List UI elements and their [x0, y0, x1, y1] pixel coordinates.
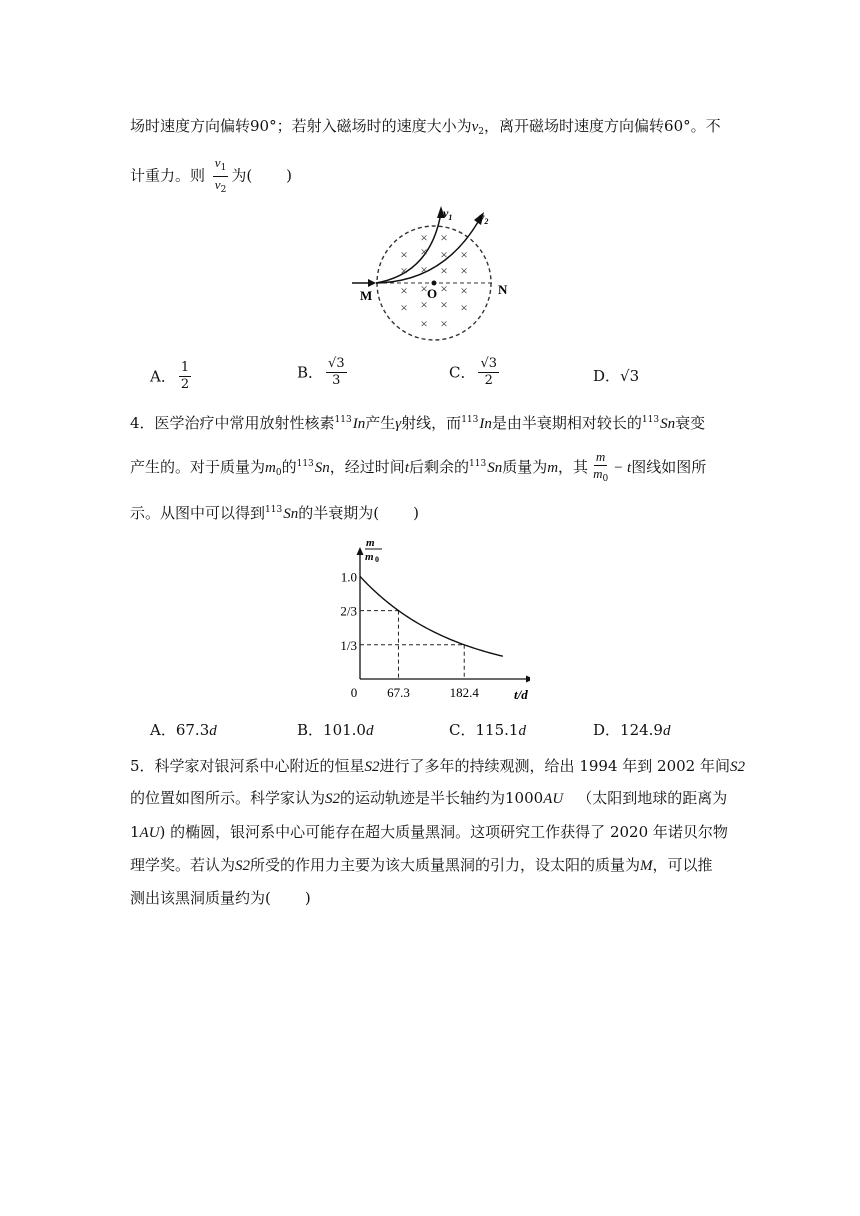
frac-numerator: v	[214, 155, 221, 170]
option-letter: A．	[150, 721, 176, 739]
q5-text: ) 的椭圆，银河系中心可能存在超大质量黑洞。这项研究工作获得了 2020 年诺贝尔物	[159, 823, 728, 841]
y-axis-arrow	[357, 547, 364, 555]
option-letter: D．	[593, 367, 621, 385]
label-v1: $v_1$	[443, 206, 453, 222]
q4-text: 的半衰期为(	[298, 504, 380, 522]
field-cross-mark: ×	[400, 300, 408, 315]
q5-text: （太阳到地球的距离为	[577, 789, 728, 807]
q5-text: 5．科学家对银河系中心附近的恒星	[130, 757, 365, 775]
option-value: 124.9	[620, 721, 663, 739]
q5-text: 所受的作用力主要为该大质量黑洞的引力，设太阳的质量为	[250, 856, 641, 874]
field-cross-mark: ×	[400, 247, 408, 262]
field-cross-mark: ×	[460, 300, 468, 315]
trajectory-v1	[376, 218, 440, 283]
star-s2: S2	[235, 858, 251, 874]
mass-number: 113	[265, 505, 283, 515]
star-s2: S2	[364, 759, 380, 775]
q4-text: 后剩余的	[408, 458, 469, 476]
field-cross-mark: ×	[400, 283, 408, 298]
incoming-arrow-head	[368, 279, 376, 287]
element-in: In	[479, 416, 492, 432]
symbol-m: m	[547, 460, 559, 476]
element-sn: Sn	[487, 460, 503, 476]
element-sn: Sn	[314, 460, 330, 476]
y-axis-label-num: m	[366, 537, 375, 549]
mass-number: 113	[296, 459, 314, 469]
q3-text: 。不	[690, 117, 721, 135]
frac-den: 3	[332, 373, 341, 388]
frac-num: √3	[328, 356, 345, 371]
field-cross-mark: ×	[420, 262, 428, 277]
q3-text: 计重力。则	[130, 166, 206, 185]
frac-denominator-sub: 2	[220, 185, 227, 195]
option-letter: A．	[150, 367, 176, 386]
m-over-m0-fraction	[591, 449, 610, 487]
q4-text: 图线如图所	[631, 458, 707, 476]
field-cross-mark: ×	[460, 247, 468, 262]
field-cross-mark: ×	[440, 230, 448, 245]
magnetic-field-figure	[350, 200, 530, 350]
q4-text: ，经过时间	[329, 458, 405, 476]
mass-number: 113	[461, 415, 479, 425]
q4-text: 质量为	[502, 458, 548, 476]
frac-den: 2	[484, 373, 493, 388]
q4-text: 是由半衰期相对较长的	[491, 414, 642, 432]
q5-line-3	[130, 822, 728, 843]
frac-numerator-sub: 1	[220, 163, 227, 173]
option-value: 67.3	[175, 721, 210, 739]
q3-line-2	[130, 155, 292, 198]
element-in: In	[352, 416, 366, 432]
decay-chart	[320, 536, 530, 706]
option-value: 101.0	[323, 721, 366, 739]
q3-ratio-fraction	[213, 155, 229, 198]
q4-option-b[interactable]	[297, 720, 373, 741]
q4-option-a[interactable]	[150, 720, 217, 741]
q4-text: )	[413, 504, 419, 522]
q5-text: 的运动轨迹是半长轴约为1000	[340, 789, 544, 807]
q5-line-1	[130, 756, 745, 777]
field-cross-mark: ×	[460, 263, 468, 278]
q4-text: 产生	[365, 414, 396, 432]
q4-line-2	[130, 446, 706, 491]
field-cross-mark: ×	[400, 263, 408, 278]
q5-text: 的位置如图所示。科学家认为	[130, 789, 326, 807]
symbol-m-sun: M	[640, 858, 653, 874]
frac-num: 1	[180, 360, 190, 375]
q4-text: ，其	[558, 458, 589, 476]
q4-option-d[interactable]	[593, 720, 670, 741]
q3-option-d[interactable]	[593, 366, 639, 386]
q5-text: ，可以推	[652, 856, 713, 874]
q5-line-2	[130, 788, 727, 809]
symbol-t: t	[404, 460, 409, 476]
frac-denominator: v	[214, 177, 221, 192]
option-b-fraction	[326, 356, 347, 389]
mass-number: 113	[469, 459, 487, 469]
field-cross-mark: ×	[440, 281, 448, 296]
label-o: O	[427, 286, 438, 301]
frac-den: m	[593, 466, 603, 481]
center-point-o	[432, 281, 437, 286]
q3-text: )	[286, 166, 293, 185]
q3-angle-60: 60°	[664, 117, 691, 135]
q3-text: ；若射入磁场时的速度大小为	[276, 117, 472, 135]
q4-text: 产生的。对于质量为	[130, 458, 266, 476]
label-m: M	[360, 288, 373, 303]
element-sn: Sn	[283, 506, 299, 522]
field-cross-mark: ×	[440, 247, 448, 262]
q4-text: 衰变	[675, 414, 706, 432]
q3-option-c[interactable]	[449, 356, 502, 389]
x-axis-arrow	[526, 676, 530, 683]
field-cross-mark: ×	[420, 281, 428, 296]
field-cross-mark: ×	[460, 283, 468, 298]
option-letter: B．	[297, 363, 324, 382]
x-axis-label: t/d	[514, 687, 528, 702]
field-cross-mark: ×	[420, 244, 428, 259]
star-s2: S2	[729, 759, 745, 775]
q4-option-c[interactable]	[449, 720, 526, 741]
decay-curve	[360, 576, 503, 656]
q3-text: ，离开磁场时速度方向偏转	[484, 117, 665, 135]
field-cross-mark: ×	[440, 297, 448, 312]
q5-text: 1	[130, 823, 140, 841]
option-value: 115.1	[475, 721, 519, 739]
q4-line-1	[130, 410, 705, 434]
option-letter: B．	[297, 721, 324, 739]
q4-text: 射线，而	[401, 414, 462, 432]
origin-label: 0	[350, 685, 358, 700]
q4-line-3	[130, 500, 419, 524]
symbol-m0: m	[265, 460, 276, 476]
star-s2: S2	[325, 791, 341, 807]
y-tick-label: 1.0	[340, 569, 357, 585]
label-n: N	[498, 282, 508, 297]
field-cross-mark: ×	[420, 297, 428, 312]
y-tick-label: 1/3	[340, 637, 357, 653]
q5-line-5	[130, 888, 311, 908]
unit-au: AU	[139, 825, 160, 841]
frac-den: 2	[180, 377, 190, 392]
q3-v2-subscript: 2	[478, 127, 485, 137]
q3-option-a[interactable]	[150, 360, 194, 393]
q5-text: )	[304, 889, 311, 907]
q5-text: 测出该黑洞质量约为(	[130, 889, 271, 907]
field-cross-mark: ×	[420, 230, 428, 245]
q3-line-1	[130, 116, 721, 142]
unit-au: AU	[543, 791, 564, 807]
q4-text: 示。从图中可以得到	[130, 504, 266, 522]
q5-line-4	[130, 855, 713, 876]
x-tick-label: 67.3	[387, 685, 410, 700]
q3-text: 为(	[231, 166, 253, 185]
minus-t: − t	[613, 460, 632, 476]
y-axis-label-den: m	[365, 551, 374, 563]
field-cross-mark: ×	[440, 263, 448, 278]
frac-num: √3	[480, 356, 498, 371]
option-a-fraction	[179, 360, 191, 393]
q5-text: 理学奖。若认为	[130, 856, 236, 874]
q3-v2-symbol: v	[471, 119, 479, 135]
option-d-value: √3	[620, 367, 640, 385]
field-cross-mark: ×	[420, 316, 428, 331]
element-sn: Sn	[660, 416, 676, 432]
y-tick-label: 2/3	[340, 603, 357, 619]
q4-text: 的	[281, 458, 297, 476]
option-c-fraction	[478, 356, 499, 389]
option-unit: d	[518, 723, 526, 739]
frac-den-sub: 0	[602, 474, 609, 484]
option-unit: d	[365, 723, 374, 739]
mass-number: 113	[641, 415, 660, 425]
q5-text: 进行了多年的持续观测，给出 1994 年到 2002 年间	[379, 757, 730, 775]
option-letter: D．	[593, 721, 621, 739]
q3-angle-90: 90°	[250, 117, 277, 135]
field-cross-mark: ×	[440, 316, 448, 331]
symbol-m0-sub: 0	[275, 468, 282, 478]
option-unit: d	[209, 723, 217, 739]
q4-text: 4．医学治疗中常用放射性核素	[130, 414, 335, 432]
gamma-symbol: γ	[395, 416, 402, 432]
y-axis-label-den-sub: 0	[375, 555, 379, 564]
option-unit: d	[662, 723, 671, 739]
q3-option-b[interactable]	[297, 356, 350, 389]
x-tick-label: 182.4	[449, 685, 479, 700]
option-letter: C．	[449, 721, 476, 739]
mass-number: 113	[334, 415, 352, 425]
option-letter: C．	[449, 363, 476, 382]
frac-num: m	[595, 449, 606, 464]
label-v2: $v_2$	[479, 210, 489, 226]
q3-text: 场时速度方向偏转	[130, 117, 251, 135]
